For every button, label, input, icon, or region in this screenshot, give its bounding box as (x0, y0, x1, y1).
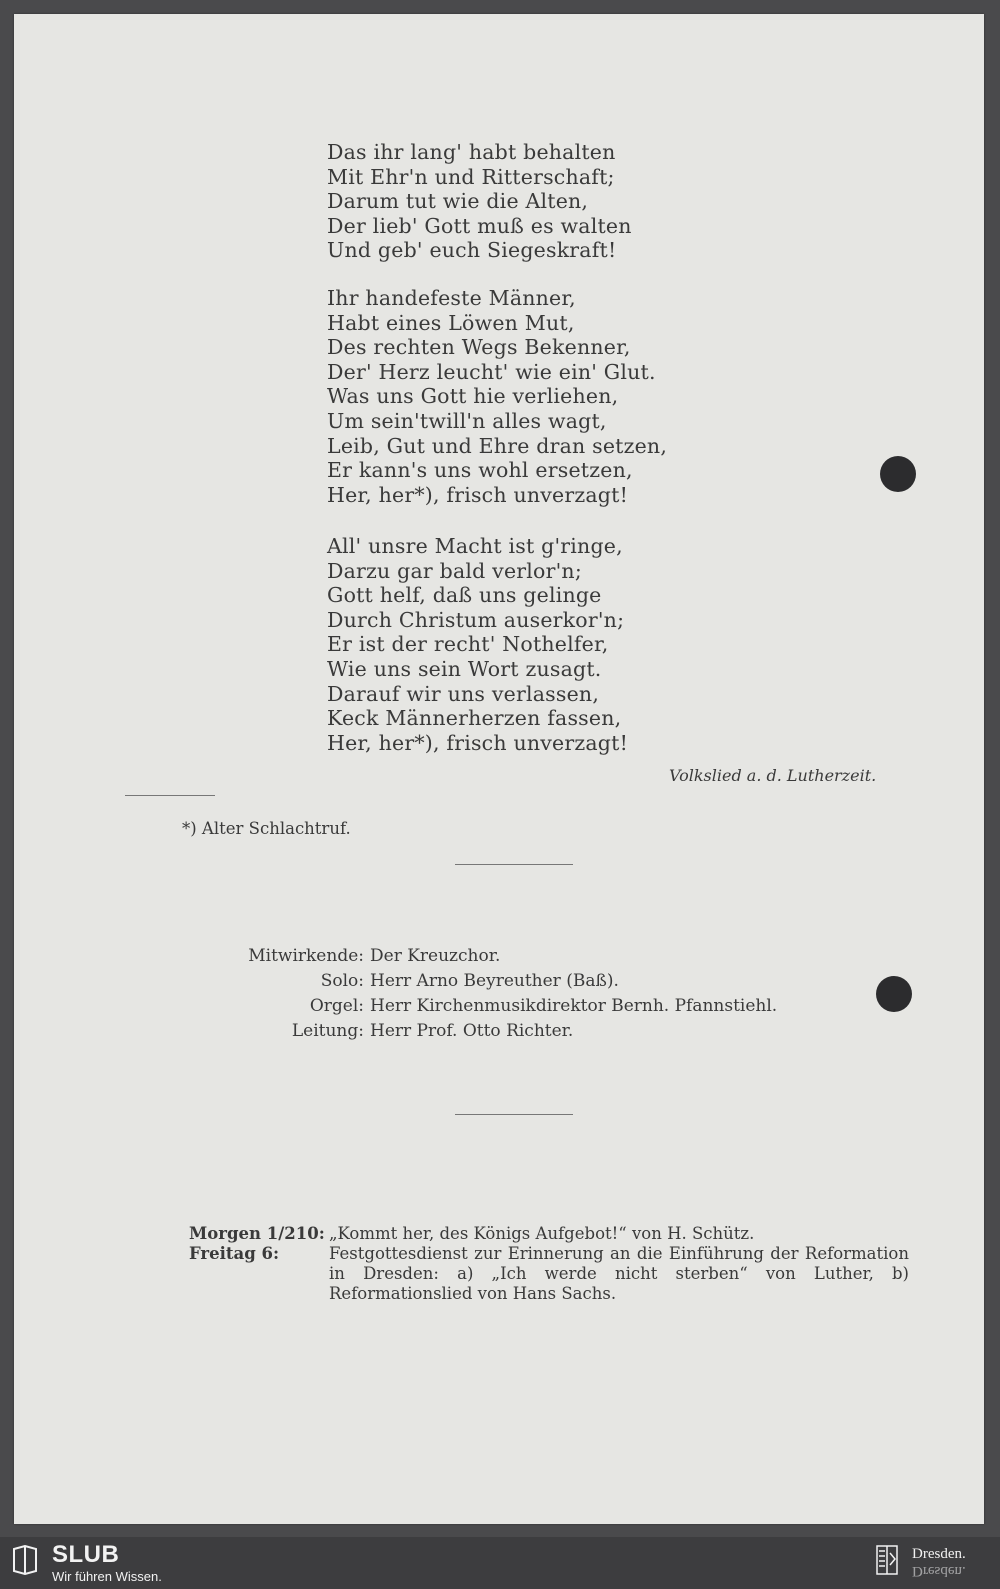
poem-attribution: Volkslied a. d. Lutherzeit. (669, 766, 877, 785)
poem-line: Darum tut wie die Alten, (327, 189, 589, 214)
credit-row (164, 1019, 804, 1044)
punch-hole-bottom (876, 976, 912, 1012)
poem-line: Keck Männerherzen fassen, (327, 706, 622, 731)
dresden-name-reflection: Dresden. (912, 1563, 966, 1579)
event-date: Freitag 6: (189, 1244, 280, 1263)
dresden-name: Dresden. (912, 1546, 966, 1562)
poem-line: Wie uns sein Wort zusagt. (327, 656, 602, 681)
poem-line: All' unsre Macht ist g'ringe, (327, 534, 623, 558)
credit-role: Orgel: (309, 996, 364, 1016)
footnote: *) Alter Schlachtruf. (182, 819, 351, 838)
poem-line: Um sein'twill'n alles wagt, (327, 408, 607, 433)
poem-line: Leib, Gut und Ehre dran setzen, (327, 433, 668, 458)
poem-line: Mit Ehr'n und Ritterschaft; (327, 164, 615, 189)
poem-line: Her, her*), frisch unverzagt! (327, 482, 629, 507)
performer-credits (164, 944, 804, 1044)
poem-line: Darzu gar bald verlor'n; (327, 558, 582, 583)
credit-performer: Herr Kirchenmusikdirektor Bernh. Pfannstiehl. (370, 996, 778, 1016)
credit-performer: Der Kreuzchor. (370, 946, 501, 966)
document-page (14, 14, 984, 1524)
section-divider-2 (455, 1114, 573, 1115)
event-date: Morgen 1/210: (189, 1224, 325, 1243)
poem-line: Und geb' euch Siegeskraft! (327, 238, 617, 263)
poem-line: Was uns Gott hie verliehen, (327, 384, 619, 409)
poem-line: Durch Christum auserkor'n; (327, 607, 625, 632)
poem-line: Der' Herz leucht' wie ein' Glut. (327, 359, 656, 384)
poem-line: Das ihr lang' habt behalten (327, 140, 616, 164)
poem-line: Er kann's uns wohl ersetzen, (327, 458, 633, 483)
slub-name: SLUB (52, 1541, 120, 1568)
event-notice (189, 1224, 909, 1244)
poem-line: Gott helf, daß uns gelinge (327, 583, 602, 608)
poem-stanza-2 (327, 286, 667, 507)
poem-line: Ihr handefeste Männer, (327, 286, 576, 310)
credit-row (164, 994, 804, 1019)
event-notice (189, 1244, 909, 1304)
credit-role: Mitwirkende: (248, 946, 364, 966)
punch-hole-top (880, 456, 916, 492)
credit-row (164, 969, 804, 994)
poem-line: Her, her*), frisch unverzagt! (327, 730, 629, 755)
viewer-footer (0, 1537, 1000, 1589)
slub-tagline: Wir führen Wissen. (52, 1569, 162, 1584)
credit-performer: Herr Arno Beyreuther (Baß). (370, 971, 619, 991)
upcoming-events (189, 1224, 909, 1304)
poem-line: Darauf wir uns verlassen, (327, 681, 600, 706)
poem-line: Des rechten Wegs Bekenner, (327, 335, 631, 360)
credit-row (164, 944, 804, 969)
dresden-coat-of-arms-icon (876, 1545, 898, 1575)
poem-line: Er ist der recht' Nothelfer, (327, 632, 609, 657)
event-description: Festgottesdienst zur Erinnerung an die Einführung der Reformation in Dresden: a) „Ich werde nicht sterben“ von Luther, b) Reformationslied von Hans Sachs. (329, 1244, 909, 1303)
credit-role: Leitung: (291, 1021, 364, 1041)
poem-line: Habt eines Löwen Mut, (327, 310, 575, 335)
poem-line: Der lieb' Gott muß es walten (327, 213, 632, 238)
footnote-divider (125, 795, 215, 796)
slub-logo-icon (12, 1545, 38, 1575)
poem-stanza-3 (327, 534, 628, 755)
credit-role: Solo: (320, 971, 364, 991)
poem-stanza-1 (327, 140, 632, 263)
credit-performer: Herr Prof. Otto Richter. (370, 1021, 574, 1041)
section-divider-1 (455, 864, 573, 865)
event-description: „Kommt her, des Königs Aufgebot!“ von H. Schütz. (329, 1224, 755, 1243)
